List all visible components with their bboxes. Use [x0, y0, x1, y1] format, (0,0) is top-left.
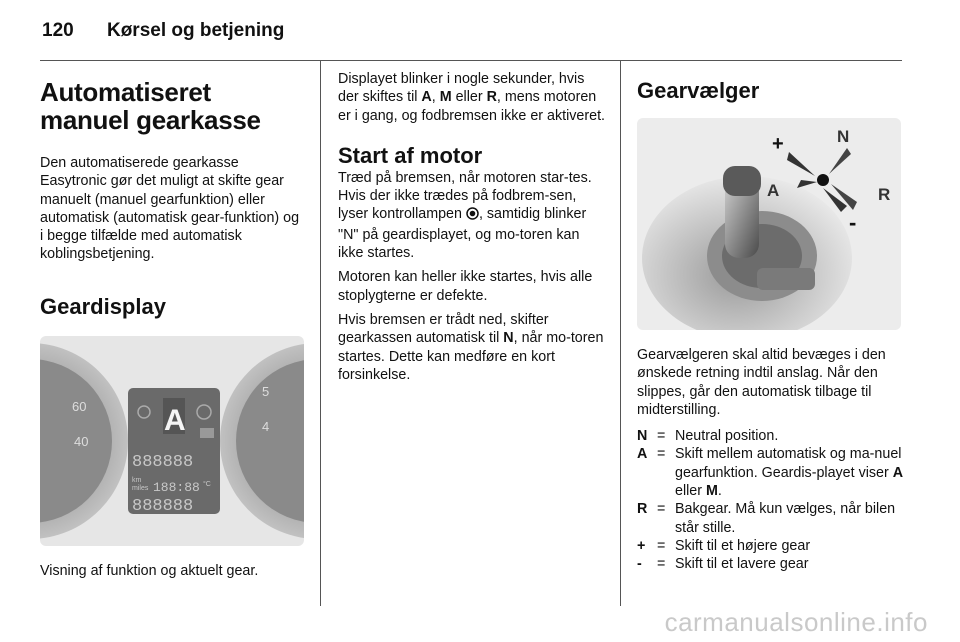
column-3: [637, 70, 905, 574]
header-rule: [40, 60, 902, 61]
gear-selector-illustration: [637, 118, 901, 330]
figure-caption: Visning af funktion og aktuelt gear.: [40, 562, 259, 579]
page-number: 120: [42, 20, 74, 41]
watermark: carmanualsonline.info: [664, 607, 928, 637]
figure-label-n: N: [837, 127, 850, 146]
brake-paragraph: Træd på bremsen, når motoren star-tes. Hvis der ikke trædes på fodbrem-sen, lyser kontrollampen , samtidig blinker "N" på geardisplayet, og mo-toren kan ikke startes.: [338, 169, 592, 262]
svg-text:60: 60: [72, 398, 87, 414]
display-unit-km: km: [132, 476, 142, 484]
legend-row-n: N = Neutral position.: [637, 428, 779, 445]
svg-text:5: 5: [262, 383, 270, 399]
figure-label-plus: +: [772, 133, 784, 155]
column-divider-2: [620, 60, 621, 606]
display-digits-row-1: 888888: [132, 452, 194, 472]
figure-label-minus: -: [849, 210, 857, 235]
legend-row-a: A = Skift mellem automatisk og ma-nuel gearfunktion. Geardis-playet viser A eller M.: [637, 446, 904, 500]
start-engine-heading: Start af motor: [338, 142, 483, 168]
gear-a: A: [421, 89, 432, 106]
display-digits-row-3: 888888: [132, 496, 194, 516]
geardisplay-heading: Geardisplay: [40, 293, 166, 319]
figure-label-a: A: [767, 181, 780, 200]
display-unit-miles: miles: [132, 484, 149, 492]
column-1: [40, 70, 304, 580]
main-heading: Automatiseret manuel gearkasse: [40, 77, 261, 135]
selector-heading: Gearvælger: [637, 78, 760, 103]
display-temp-unit: °C: [203, 480, 211, 488]
gear-display-illustration: [40, 336, 304, 546]
legend-row-r: R = Bakgear. Må kun vælges, når bilen står stille.: [637, 501, 896, 536]
svg-text:4: 4: [262, 418, 270, 434]
display-gear-letter: A: [164, 403, 186, 437]
svg-text:40: 40: [74, 433, 89, 449]
stoplights-paragraph: Motoren kan heller ikke startes, hvis alle stoplygterne er defekte.: [338, 269, 593, 304]
display-paragraph: Displayet blinker i nogle sekunder, hvis der skiftes til A, M eller R, mens motoren er i gang, og fodbremsen ikke er aktiveret.: [338, 71, 606, 124]
section-title: Kørsel og betjening: [106, 20, 285, 41]
selector-legend: [637, 427, 905, 573]
gear-n: N: [503, 330, 514, 347]
gear-m: M: [439, 89, 452, 106]
page-header: [42, 20, 284, 42]
column-2: [338, 70, 606, 384]
gear-r: R: [486, 89, 497, 106]
selector-paragraph: Gearvælgeren skal altid bevæges i den ønskede retning indtil anslag. Når den slippes, går den automatisk tilbage til midterstilling.: [637, 347, 886, 418]
brake-warning-lamp-icon: [466, 207, 479, 225]
display-digits-row-2: 188:88: [153, 479, 200, 495]
column-divider-1: [320, 60, 321, 606]
legend-row-plus: + = Skift til et højere gear: [637, 537, 811, 554]
legend-row-minus: - = Skift til et lavere gear: [637, 556, 809, 573]
intro-paragraph: Den automatiserede gearkasse Easytronic gør det muligt at skifte gear manuelt (manuel gearfunktion) eller automatisk (automatisk gear-funktion) og i begge tilfælde med automatisk koblingsbetjening.: [40, 155, 300, 263]
figure-label-r: R: [878, 185, 891, 204]
neutral-paragraph: Hvis bremsen er trådt ned, skifter gearkassen automatisk til N, når mo-toren startes. Dette kan medføre en kort forsinkelse.: [338, 311, 604, 383]
